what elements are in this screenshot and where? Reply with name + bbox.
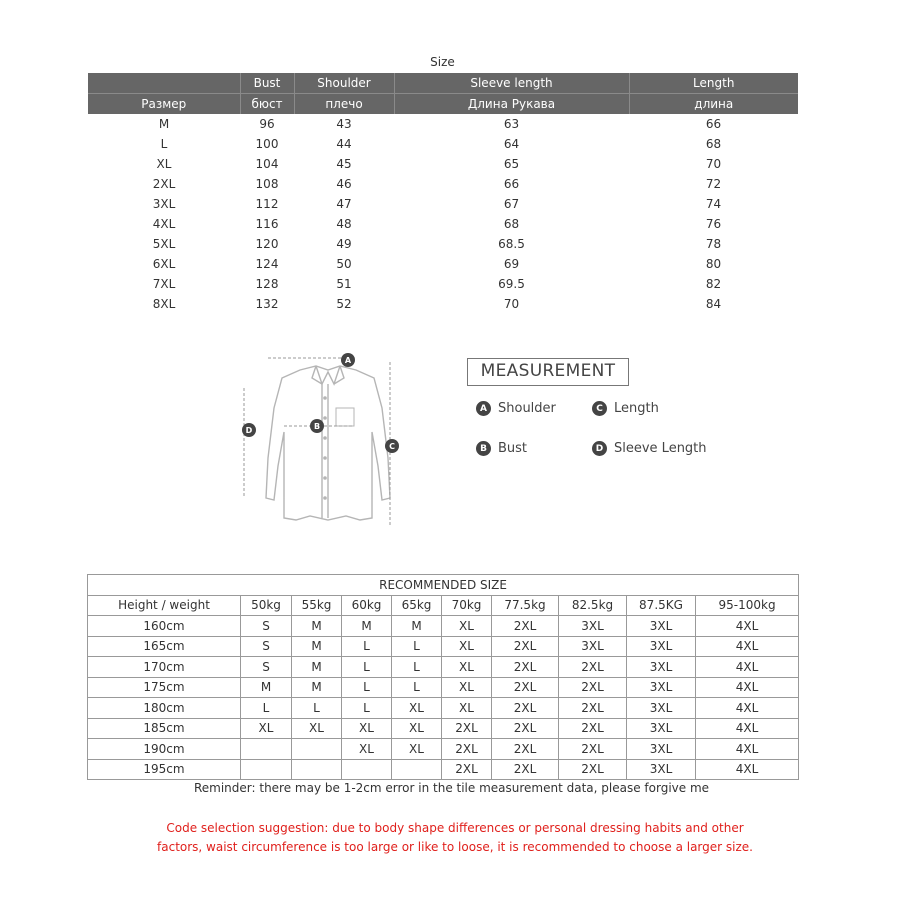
size-cell: 70 (503, 297, 520, 311)
recommended-cell: S (241, 616, 292, 637)
recommended-cell: 4XL (696, 657, 799, 678)
size-cell: XL (156, 157, 172, 171)
recommended-cell: M (292, 677, 342, 698)
size-chart-table (88, 73, 798, 314)
size-cell: 68.5 (498, 237, 525, 251)
recommended-cell: 4XL (696, 718, 799, 739)
recommended-header-cell: 82.5kg (559, 595, 627, 616)
recommended-cell: 180cm (88, 698, 241, 719)
size-cell: 96 (259, 117, 275, 131)
size-header-english (88, 73, 798, 94)
size-cell: 128 (255, 277, 279, 291)
recommended-cell: M (342, 616, 392, 637)
size-cell: 116 (255, 217, 279, 231)
size-cell: 44 (336, 137, 352, 151)
recommended-cell: 3XL (627, 718, 696, 739)
suggestion-line: factors, waist circumference is too large or like to loose, it is recommended to choose a larger size. (157, 840, 753, 854)
recommended-cell: 2XL (559, 759, 627, 780)
size-cell: 50 (336, 257, 352, 271)
recommended-cell: XL (392, 739, 442, 760)
legend-badge-a: A (476, 401, 491, 416)
recommended-cell: 4XL (696, 698, 799, 719)
size-row (88, 174, 798, 194)
marker-a-label: A (344, 356, 352, 365)
size-cell: 6XL (152, 257, 176, 271)
legend-label: Shoulder (498, 401, 556, 416)
size-cell: 84 (705, 297, 722, 311)
size-cell: 48 (336, 217, 352, 231)
size-cell: 49 (336, 237, 352, 251)
size-row (88, 214, 798, 234)
size-cell: 66 (503, 177, 520, 191)
size-cell: 132 (255, 297, 279, 311)
legend-badge-c: C (592, 401, 607, 416)
size-header-russian (88, 94, 798, 115)
recommended-cell: 2XL (492, 657, 559, 678)
size-cell: 112 (255, 197, 279, 211)
size-cell: 76 (705, 217, 722, 231)
legend-label: Sleeve Length (614, 441, 707, 456)
legend-badge-d: D (592, 441, 607, 456)
size-cell: 43 (336, 117, 352, 131)
legend-length (592, 401, 659, 416)
recommended-cell: 165cm (88, 636, 241, 657)
header-cell: Shoulder (294, 73, 394, 94)
size-cell: 7XL (152, 277, 176, 291)
recommended-cell: M (292, 636, 342, 657)
size-chart-title: Size (430, 55, 455, 69)
recommended-cell: 2XL (492, 739, 559, 760)
suggestion-line: Code selection suggestion: due to body shape differences or personal dressing habits and other (166, 821, 744, 835)
header-cell: бюст (240, 94, 294, 115)
recommended-header-cell: 55kg (292, 595, 342, 616)
size-row (88, 274, 798, 294)
recommended-cell (241, 759, 292, 780)
header-cell: Sleeve length (394, 73, 629, 94)
size-row (88, 134, 798, 154)
recommended-cell: L (392, 677, 442, 698)
recommended-cell: L (342, 636, 392, 657)
recommended-cell: S (241, 657, 292, 678)
recommended-cell: 4XL (696, 677, 799, 698)
recommended-header-cell: 95-100kg (696, 595, 799, 616)
recommended-cell: 4XL (696, 616, 799, 637)
header-cell: Bust (240, 73, 294, 94)
size-row (88, 294, 798, 314)
size-cell: 64 (503, 137, 520, 151)
size-cell: 51 (336, 277, 352, 291)
size-cell: M (158, 117, 170, 131)
size-cell: 5XL (152, 237, 176, 251)
recommended-cell: 170cm (88, 657, 241, 678)
recommended-cell: 4XL (696, 739, 799, 760)
recommended-header-cell: 87.5KG (627, 595, 696, 616)
size-cell: 80 (705, 257, 722, 271)
recommended-cell: 3XL (559, 636, 627, 657)
recommended-cell: 4XL (696, 636, 799, 657)
shirt-outline-icon (232, 348, 412, 533)
size-cell: 47 (336, 197, 352, 211)
header-cell: длина (629, 94, 798, 115)
size-row (88, 194, 798, 214)
recommended-cell: 3XL (627, 739, 696, 760)
recommended-cell: 4XL (696, 759, 799, 780)
recommended-header-cell: 65kg (392, 595, 442, 616)
recommended-cell: 2XL (492, 759, 559, 780)
recommended-header-row (88, 595, 799, 616)
recommended-cell: 2XL (559, 739, 627, 760)
recommended-cell: L (342, 657, 392, 678)
recommended-row (88, 739, 799, 760)
recommended-cell: S (241, 636, 292, 657)
recommended-cell (292, 759, 342, 780)
size-cell: 68 (705, 137, 722, 151)
recommended-cell: 2XL (559, 677, 627, 698)
size-cell: 8XL (152, 297, 176, 311)
size-cell: 46 (336, 177, 352, 191)
size-cell: 2XL (152, 177, 176, 191)
recommended-cell: 190cm (88, 739, 241, 760)
recommended-cell: L (292, 698, 342, 719)
size-suggestion-text (0, 819, 900, 857)
legend-sleeve-length (592, 441, 707, 456)
recommended-cell: 3XL (627, 636, 696, 657)
recommended-cell: M (292, 616, 342, 637)
recommended-row (88, 718, 799, 739)
recommended-row (88, 657, 799, 678)
recommended-header-cell: 60kg (342, 595, 392, 616)
legend-badge-b: B (476, 441, 491, 456)
size-cell: 69.5 (498, 277, 525, 291)
recommended-cell: XL (442, 657, 492, 678)
recommended-cell: 2XL (442, 718, 492, 739)
size-cell: 52 (336, 297, 352, 311)
recommended-size-table (87, 574, 799, 780)
size-row (88, 114, 798, 134)
recommended-cell: 2XL (492, 677, 559, 698)
legend-bust (476, 441, 527, 456)
recommended-title: RECOMMENDED SIZE (88, 575, 799, 596)
size-cell: 63 (503, 117, 520, 131)
recommended-cell: L (342, 677, 392, 698)
shirt-measurement-diagram (232, 348, 412, 533)
size-cell: 124 (255, 257, 279, 271)
recommended-cell: 3XL (559, 616, 627, 637)
header-cell: Length (629, 73, 798, 94)
recommended-cell: 175cm (88, 677, 241, 698)
size-cell: 67 (503, 197, 520, 211)
size-cell: L (160, 137, 168, 151)
recommended-cell: 160cm (88, 616, 241, 637)
size-row (88, 254, 798, 274)
recommended-cell: XL (442, 636, 492, 657)
recommended-cell (241, 739, 292, 760)
recommended-cell: 2XL (492, 636, 559, 657)
recommended-cell: L (342, 698, 392, 719)
recommended-cell: 2XL (559, 718, 627, 739)
size-cell: 104 (255, 157, 279, 171)
recommended-cell: M (392, 616, 442, 637)
size-cell: 82 (705, 277, 722, 291)
recommended-cell: 2XL (442, 759, 492, 780)
recommended-cell: XL (442, 616, 492, 637)
size-cell: 78 (705, 237, 722, 251)
size-cell: 65 (503, 157, 520, 171)
marker-d-label: D (245, 426, 253, 435)
size-row (88, 154, 798, 174)
size-cell: 100 (255, 137, 279, 151)
recommended-cell: L (241, 698, 292, 719)
recommended-cell: M (241, 677, 292, 698)
recommended-cell (392, 759, 442, 780)
recommended-header-cell: 70kg (442, 595, 492, 616)
recommended-cell: XL (241, 718, 292, 739)
size-cell: 69 (503, 257, 520, 271)
recommended-cell: 3XL (627, 616, 696, 637)
recommended-header-cell: 77.5kg (492, 595, 559, 616)
recommended-cell: 2XL (492, 718, 559, 739)
marker-b-label: B (313, 422, 321, 431)
header-cell: Длина Рукава (394, 94, 629, 115)
recommended-cell: XL (342, 739, 392, 760)
legend-label: Bust (498, 441, 528, 456)
recommended-cell: XL (342, 718, 392, 739)
reminder-text: Reminder: there may be 1-2cm error in the tile measurement data, please forgive me (193, 781, 710, 795)
size-cell: 74 (705, 197, 722, 211)
size-cell: 108 (255, 177, 279, 191)
size-cell: 120 (255, 237, 279, 251)
recommended-cell: 3XL (627, 657, 696, 678)
recommended-cell: 2XL (442, 739, 492, 760)
recommended-header-cell: Height / weight (88, 595, 241, 616)
recommended-row (88, 616, 799, 637)
size-cell: 70 (705, 157, 722, 171)
recommended-cell: 2XL (559, 657, 627, 678)
recommended-cell: L (392, 657, 442, 678)
size-cell: 4XL (152, 217, 176, 231)
size-cell: 3XL (152, 197, 176, 211)
size-cell: 45 (336, 157, 352, 171)
recommended-cell: 2XL (492, 698, 559, 719)
recommended-cell: 185cm (88, 718, 241, 739)
recommended-cell: 2XL (492, 616, 559, 637)
header-cell: Размер (88, 94, 240, 115)
recommended-cell: XL (292, 718, 342, 739)
recommended-cell: 195cm (88, 759, 241, 780)
measurement-title: MEASUREMENT (467, 358, 629, 386)
recommended-cell: XL (442, 698, 492, 719)
size-cell: 72 (705, 177, 722, 191)
recommended-cell: L (392, 636, 442, 657)
recommended-cell (342, 759, 392, 780)
recommended-cell: XL (392, 698, 442, 719)
recommended-cell (292, 739, 342, 760)
recommended-cell: 3XL (627, 759, 696, 780)
recommended-cell: M (292, 657, 342, 678)
header-cell: плечо (294, 94, 394, 115)
recommended-row (88, 677, 799, 698)
recommended-cell: 3XL (627, 698, 696, 719)
recommended-row (88, 698, 799, 719)
legend-shoulder (476, 401, 556, 416)
marker-c-label: C (389, 442, 395, 451)
recommended-cell: 3XL (627, 677, 696, 698)
size-cell: 66 (705, 117, 722, 131)
recommended-header-cell: 50kg (241, 595, 292, 616)
legend-label: Length (614, 401, 659, 416)
header-cell (88, 73, 240, 94)
size-row (88, 234, 798, 254)
recommended-cell: XL (442, 677, 492, 698)
recommended-cell: 2XL (559, 698, 627, 719)
recommended-row (88, 636, 799, 657)
size-cell: 68 (503, 217, 520, 231)
recommended-cell: XL (392, 718, 442, 739)
recommended-row (88, 759, 799, 780)
